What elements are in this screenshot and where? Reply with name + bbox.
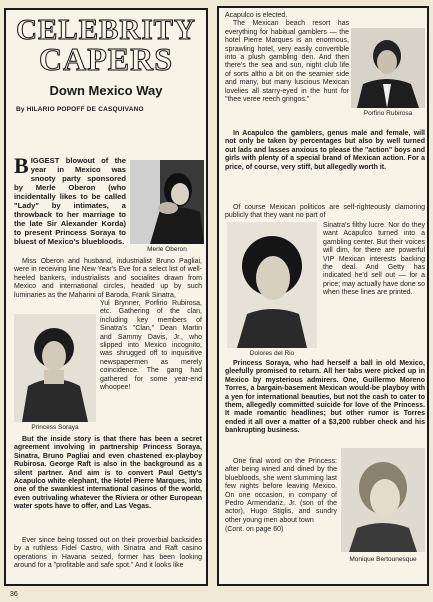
right-para5-block: [225, 360, 425, 436]
right-para6-block: [225, 458, 337, 535]
right-para1: Acapulco is elected.: [225, 12, 288, 19]
caption-dolores-del-rio: Dolores del Rio: [249, 350, 295, 357]
right-para4-wrap: [323, 222, 425, 298]
left-para1: [14, 153, 126, 246]
left-para4: Ever since being tossed out on their proverbial backsides by a ruthless Fidel Castro, with Sinatra and Raft casino operations in Havana seized, former has been looking around for a "profitable and safe spot." And it looks like: [14, 537, 202, 570]
title-capers: CAPERS: [38, 41, 173, 77]
caption-princess-soraya: Princess Soraya: [31, 424, 79, 431]
left-para3: But the inside story is that there has been a secret agreement involving in partnership Princess Soraya, Sinatra, Bruno Pagliai and even chastened ex-playboy Rubirosa. George Raft is also in the background as a silent partner. And aim is to convert Paul Getty's Acapulco white elephant, the Hotel Pierre Marques, into one of the swankiest international casinos of the world, even outrivaling whatever the Riviera or other European water spots have to offer, and Las Vegas.: [14, 436, 202, 511]
left-para2-cont: Yul Brynner, Porfirio Rubirosa, etc. Gathering of the clan, including key members of Sinatra's "Clan," Dean Martin and Sammy Davis, Jr., who slipped into Mexico incognito, was shrugged off to inquisitive newspapermen as merely coincidence. The gang had gathered for some year-end whoopee!: [100, 300, 202, 392]
right-para4-top: [225, 204, 425, 221]
caption-monique-bertounesque: Monique Bertounesque: [349, 556, 417, 563]
right-para4-start: Of course Mexican politicos are self-righteously clamoring publicly that they want no part of: [225, 204, 425, 220]
right-article-column: [217, 6, 429, 586]
left-para2-top: [14, 258, 202, 300]
photo-monique-bertounesque: [341, 448, 425, 552]
right-para5: Princess Soraya, who had herself a ball in old Mexico, gleefully promised to return. All her tabs were picked up in Mexico by mysterious admirers. One, Guillermo Moreno Torres, a bargain-basement Mexican would-be playboy with a yen for international beauties, but not the cash to cater to them, allegedly committed suicide for love of the Princess. It made romantic headlines; but other rumor is Torres ended it all over a matter of a $3,200 rubber check and his bankrupting business.: [225, 360, 425, 435]
photo-merle-oberon: [130, 160, 204, 244]
left-para2-start: Miss Oberon and husband, industrialist Bruno Pagliai, were in receiving line New Year's Eve for a select list of well-heeled bankers, industrialists and socialites drawn from Mexico and international circles, headed up by such luminaries as the Maharini of Baroda, Frank Sinatra,: [14, 258, 202, 299]
drop-cap: B: [14, 153, 29, 178]
title-celebrity: CELEBRITY: [16, 14, 196, 46]
article-subtitle: Down Mexico Way: [49, 83, 163, 98]
photo-princess-soraya: [14, 314, 96, 422]
photo-dolores-del-rio: [227, 222, 317, 348]
page-number: 36: [10, 591, 18, 598]
photo-porfirio-rubirosa: [351, 28, 425, 108]
caption-porfirio-rubirosa: Porfirio Rubirosa: [363, 110, 413, 117]
right-para3: In Acapulco the gamblers, genus male and female, will not only be taken by percentages but also by well turned out lads and lasses anxious to please the "action" boys and girls with plenty of a special brand of Mexican action. For a price, of course, very stiff, but allegedly worth it.: [225, 130, 425, 171]
byline: By HILARIO POPOFF DE CASQUIVANO: [16, 106, 144, 113]
left-para3-block: [14, 436, 202, 512]
left-article-column: [4, 8, 208, 586]
caption-merle-oberon: Merle Oberon: [147, 246, 187, 253]
continued-note: (Cont. on page 60): [225, 526, 284, 534]
right-para3-block: [225, 130, 425, 172]
left-para4-block: [14, 537, 202, 571]
left-para2-wrap: [100, 300, 202, 392]
left-para1-block: [14, 153, 126, 246]
right-para4-cont: Sinatra's filthy lucre. Nor do they want Acapulco turned into a gambling center. But their voices will dim, for there are powerful VIP Mexican interests backing the deal. And Getty has indicated he'd sell out — for a price; may actually have done so when these lines are printed.: [323, 222, 425, 297]
right-top-text: [225, 12, 349, 104]
left-para1-text: IGGEST blowout of the year in Mexico was snooty party sponsored by Merle Oberon (who incidentally likes to be called "Lady" by intimates, a throwback to her marriage to the late Sir Alexander Korda) to present Princess Soraya to bluest of Mexico's bluebloods.: [14, 156, 126, 246]
right-para2: The Mexican beach resort has everything for habitual gamblers — the hotel Pierre Marques is an enormous, sprawling hotel, very easily convertible into a plush gambling den. And then there's the sea and sun, night club life of sorts altho a bit on the seamier side and many, but many luscious Mexican lovelies all starry-eyed in the hunt for "thee veree reech gringos.": [225, 20, 349, 104]
right-para6: One final word on the Princess: after being wined and dined by the bluebloods, she went slumming last few nights before leaving Mexico. On one occasion, in company of Pedro Armendariz, Jr. (son of the actor), Hugo Stiglis, and sundry other young men about town: [225, 458, 337, 524]
